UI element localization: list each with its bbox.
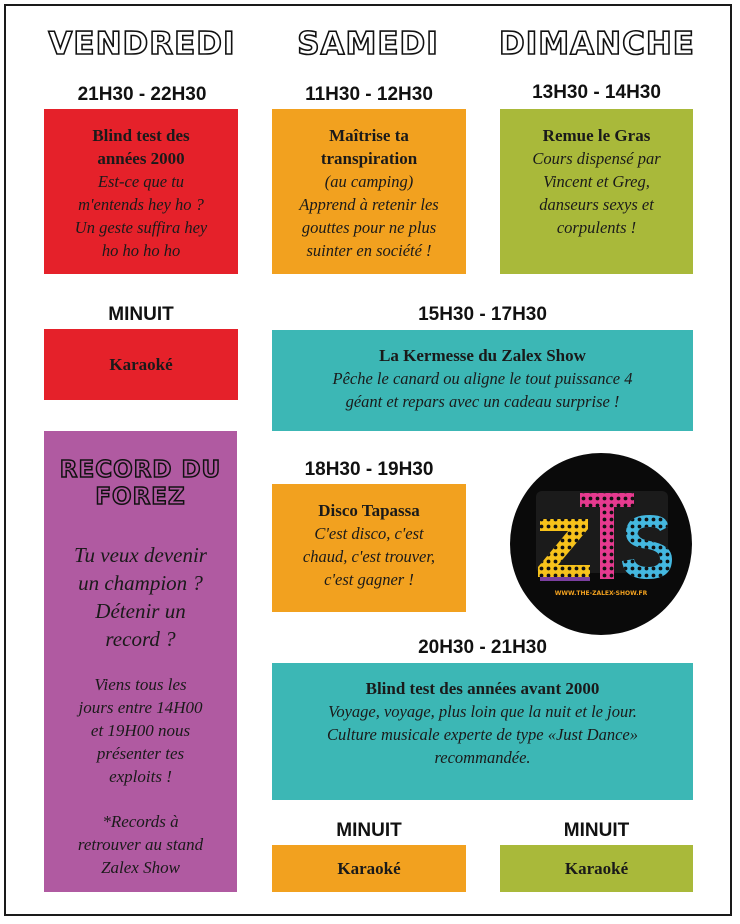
event-desc: géant et repars avec un cadeau surprise ! <box>345 392 620 411</box>
event-desc: Est-ce que tu <box>97 172 185 191</box>
event-title: Blind test des <box>92 126 190 145</box>
event-desc: Cours dispensé par <box>532 149 661 168</box>
record-desc: présenter tes <box>96 744 185 763</box>
time-label: 21H30 - 22H30 <box>77 84 207 105</box>
event-desc: C'est disco, c'est <box>314 524 424 543</box>
event-desc: Vincent et Greg, <box>543 172 650 191</box>
event-desc: Voyage, voyage, plus loin que la nuit et le jour. <box>328 702 637 721</box>
event-title: La Kermesse du Zalex Show <box>379 346 586 365</box>
event-desc: gouttes pour ne plus <box>301 218 437 237</box>
record-desc: et 19H00 nous <box>90 721 191 740</box>
event-remue-le-gras <box>500 109 693 274</box>
event-karaoke-saturday <box>272 845 466 892</box>
record-question: un champion ? <box>78 571 203 595</box>
event-desc: danseurs sexys et <box>539 195 654 214</box>
record-title: FOREZ <box>95 484 186 510</box>
zts-logo <box>510 453 692 635</box>
event-title: Karaoké <box>564 859 629 878</box>
event-title: transpiration <box>320 149 418 168</box>
event-title: Blind test des années avant 2000 <box>365 679 600 698</box>
event-title: Disco Tapassa <box>318 501 420 520</box>
record-question: Détenir un <box>95 599 186 623</box>
record-note: retrouver au stand <box>77 835 204 854</box>
time-label: 20H30 - 21H30 <box>418 637 547 658</box>
event-title: années 2000 <box>97 149 185 168</box>
event-record-du-forez <box>44 431 237 892</box>
day-header-saturday: SAMEDI <box>297 26 439 62</box>
time-label: MINUIT <box>336 820 402 841</box>
time-label: 18H30 - 19H30 <box>304 459 434 480</box>
event-subtitle: (au camping) <box>324 172 414 191</box>
event-desc: m'entends hey ho ? <box>78 195 204 214</box>
event-title: Karaoké <box>337 859 401 878</box>
record-question: Tu veux devenir <box>74 543 207 567</box>
record-desc: exploits ! <box>109 767 172 786</box>
event-desc: recommandée. <box>434 748 531 767</box>
event-karaoke-friday <box>44 329 238 400</box>
event-desc: corpulents ! <box>556 218 637 237</box>
event-desc: ho ho ho ho <box>101 241 181 260</box>
event-desc: Un geste suffira hey <box>74 218 208 237</box>
record-desc: jours entre 14H00 <box>78 698 203 717</box>
event-transpiration <box>272 109 466 274</box>
time-label: MINUIT <box>563 820 630 841</box>
event-title: Karaoké <box>109 355 173 374</box>
event-desc: Culture musicale experte de type «Just Dance» <box>327 725 638 744</box>
event-blind-test-2000 <box>44 109 238 274</box>
event-desc: Apprend à retenir les <box>299 195 439 214</box>
time-label: MINUIT <box>108 304 174 325</box>
record-question: record ? <box>105 627 176 651</box>
event-karaoke-sunday <box>500 845 693 892</box>
event-desc: suinter en société ! <box>306 241 432 260</box>
record-note: *Records à <box>102 812 179 831</box>
event-desc: chaud, c'est trouver, <box>302 547 436 566</box>
day-header-friday: VENDREDI <box>48 26 236 62</box>
time-label: 15H30 - 17H30 <box>418 304 547 325</box>
event-kermesse <box>272 330 693 431</box>
event-title: Remue le Gras <box>542 126 651 145</box>
logo-url: WWW.THE-ZALEX-SHOW.FR <box>554 590 648 597</box>
zts-logo-graphic <box>510 453 692 635</box>
event-blind-test-avant-2000 <box>272 663 693 800</box>
record-desc: Viens tous les <box>94 675 187 694</box>
time-label: 13H30 - 14H30 <box>532 82 661 103</box>
day-header-sunday: DIMANCHE <box>499 26 695 62</box>
record-title: RECORD DU <box>59 457 222 483</box>
event-disco-tapassa <box>272 484 466 612</box>
record-note: Zalex Show <box>101 858 180 877</box>
event-title: Maîtrise ta <box>329 126 409 145</box>
time-label: 11H30 - 12H30 <box>305 84 433 105</box>
event-desc: Pêche le canard ou aligne le tout puissance 4 <box>332 369 633 388</box>
event-desc: c'est gagner ! <box>324 570 414 589</box>
